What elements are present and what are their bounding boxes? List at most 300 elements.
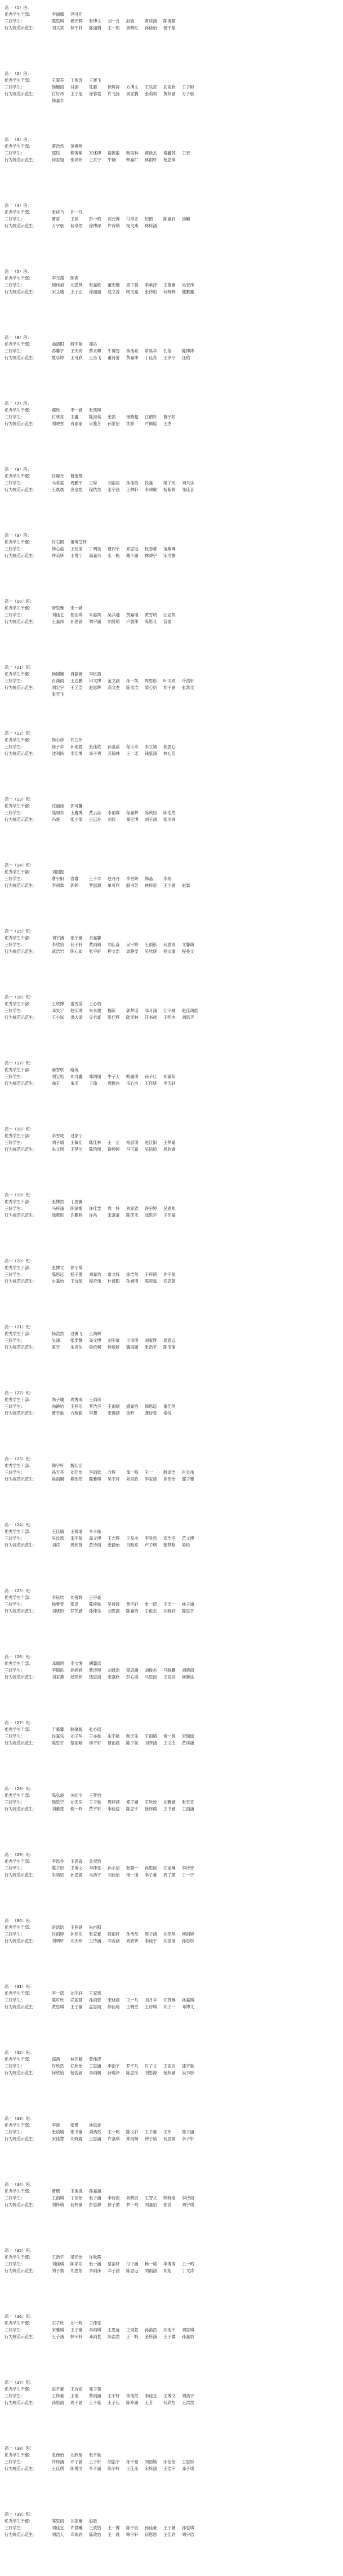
student-name: 韩慕智 [70,1727,83,1732]
student-name: 钱思雨 [89,1674,101,1680]
student-name: 秦鑫苏 [163,151,176,156]
student-name: 张语嫣 [52,2129,64,2135]
student-name: 周子晨 [126,282,139,288]
class-section [5,1652,338,1718]
student-name: 周子墨 [163,1872,176,1877]
student-name: 钟子晗 [145,2136,157,2141]
student-name: 梁心怡 [145,685,157,690]
student-name: 龚诗雯 [145,1411,157,1416]
row-label: 优秀学生干部： [5,1199,33,1204]
student-name: 李忆晨 [89,671,101,677]
student-name: 马思雨 [145,1674,157,1680]
student-name: 李晨 [52,2123,60,2128]
student-name: 潘宇航 [182,2064,194,2069]
student-name: 王梓涵 [70,1925,83,1930]
row-label: 三好学生： [5,1536,25,1541]
cadre-row [5,275,338,282]
student-name: 王悦宁 [70,553,83,558]
student-name: 孙嘉蓝 [108,744,120,749]
class-title: 高一（15）班： [5,929,34,934]
student-name: 许宇婷 [145,1206,157,1211]
student-name: 陈海英 [89,414,101,419]
student-name: 王欣怡 [89,2525,101,2530]
student-name: 王尚琳 [89,1331,101,1336]
student-name: 陈嘉轩 [163,216,176,222]
student-name: 刘子涵 [145,817,157,822]
student-name: 邓博文 [182,2004,194,2009]
student-name: 沈婷 [126,421,135,426]
student-name: 陆紫彤 [52,1213,64,1218]
row-label: 优秀学生干部： [5,1727,33,1732]
student-name: 曹熙 [52,2189,60,2194]
three-good-row [5,1997,338,2004]
cadre-row [5,1397,338,1403]
student-name: 李立颖 [145,744,157,749]
student-name: 王浩宇 [163,2466,176,2471]
row-label: 优秀学生干部： [5,935,33,940]
three-good-row [5,2327,338,2334]
student-name: 李欣怡 [52,942,64,947]
student-name: 杨光辉 [70,19,83,24]
student-name: 王俊杰 [145,1609,157,1614]
student-name: 王浩宇 [52,2255,64,2260]
student-name: 刘浩然 [89,2129,101,2135]
student-name: 韩佳琦 [108,2004,120,2009]
student-name: 王雨彤 [145,942,157,947]
name-list [52,1865,333,1872]
behavior-row [5,553,338,559]
row-label: 优秀学生干部： [5,276,33,281]
three-good-row [5,84,338,91]
student-name: 王天亮 [70,348,83,354]
row-label: 行为规范示范生： [5,2136,37,2141]
name-list [52,1924,333,1931]
student-name: 吴欣妍 [145,949,157,954]
behavior-row [5,1410,338,1417]
name-list [52,1733,333,1740]
student-name: 许鹏程 [70,1213,83,1218]
name-list [52,341,333,348]
student-name: 王晨晨 [52,487,64,492]
student-name: 陈子辰 [52,1866,64,1871]
row-label: 行为规范示范生： [5,2202,37,2207]
student-name: 何思思 [145,2532,157,2537]
student-name: 胡馨瑶 [89,1661,101,1666]
student-name: 王赟飞 [89,78,101,83]
student-name: 赵语晗 [52,1925,64,1930]
behavior-row [5,289,338,295]
student-name: 李子薇 [89,1529,101,1534]
student-name: 宋艾瑜 [52,289,64,294]
cadre-row [5,1199,338,1205]
name-list [52,1872,333,1879]
student-name: 邓雨欣 [70,2532,83,2537]
name-list [52,2334,333,2340]
behavior-row [5,1938,338,1945]
class-title: 高一（18）班： [5,1126,34,1132]
behavior-row [5,421,338,427]
cadre-row [5,11,338,18]
cadre-row [5,2188,338,2195]
row-label: 优秀学生干部： [5,1991,33,1996]
student-name: 王子丰 [89,876,101,881]
name-list [52,150,333,157]
student-name: 王子轩 [89,2459,101,2464]
student-name: 金昕 [126,1411,135,1416]
name-list [52,691,333,698]
cadre-row [5,803,338,810]
student-name: 王思淼 [70,1859,83,1864]
row-label: 优秀学生干部： [5,803,33,808]
row-label: 优秀学生干部： [5,540,33,545]
student-name: 孙嘉怡 [182,2334,194,2339]
name-list [52,612,333,618]
student-name: 李浩然 [126,2393,139,2398]
student-name: 张莉莉 [145,91,157,96]
row-label: 三好学生： [5,19,25,24]
row-label: 行为规范示范生： [5,91,37,96]
student-name: 张家豪 [89,1932,101,1937]
student-name: 刘晓轩 [163,1609,176,1614]
student-name: 王子睿 [163,2334,176,2339]
three-good-row [5,1008,338,1014]
name-list [52,1990,333,1997]
student-name: 庞金煊 [70,487,83,492]
student-name: 王梦洁 [70,1147,83,1152]
student-name: 吴宇婷 [126,942,139,947]
student-name: 王佳欣 [163,2532,176,2537]
row-label: 行为规范示范生： [5,1674,37,1680]
student-name: 王雨辰 [163,2064,176,2069]
student-name: 关纪宇 [70,1793,83,1798]
cadre-row [5,2122,338,2129]
student-name: 张博文 [89,19,101,24]
name-list [52,1337,333,1344]
student-name: 杜晨阳 [108,1279,120,1284]
student-name: 陈思宇 [52,1740,64,1746]
student-name: 李诗奇 [182,1866,194,1871]
student-name: 李翊 [163,876,172,881]
student-name: 石子欣 [52,2321,64,2326]
student-name: 武浩岩 [52,949,64,954]
student-name: 范文涵 [108,678,120,683]
behavior-row [5,2004,338,2011]
behavior-row [5,91,338,98]
student-name: 陈欣怡 [89,2532,101,2537]
student-name: 陈思宇 [182,1609,194,1614]
student-name: 王瑞 [70,2393,79,2398]
cadre-row [5,1594,338,1601]
row-label: 行为规范示范生： [5,2070,37,2075]
student-name: 吴恩熙 [163,1206,176,1211]
student-name: 刘晓霖 [70,2136,83,2141]
student-name: 曹诗琪 [89,1668,101,1673]
student-name: 王浩然 [182,2400,194,2405]
student-name: 徐婷婷 [70,1668,83,1673]
name-list [52,1601,333,1608]
cadre-row [5,737,338,744]
student-name: 秦佳琪 [163,1404,176,1409]
student-name: 曹雷理 [70,474,83,479]
student-name: 付李正 [126,216,139,222]
three-good-row [5,1865,338,1872]
name-list [52,289,333,295]
three-good-row [5,2195,338,2202]
name-list [52,1146,333,1153]
row-label: 三好学生： [5,2195,25,2201]
student-name: 陆昊林 [126,1015,139,1020]
student-name: 刘宝松 [52,1074,64,1079]
name-list [52,2202,333,2208]
student-name: 何欣怡 [163,2400,176,2405]
row-label: 行为规范示范生： [5,1609,37,1614]
student-name: 刘佳艺 [52,612,64,617]
row-label: 三好学生： [5,942,25,947]
row-label: 优秀学生干部： [5,78,33,83]
student-name: 黄伟涛 [89,2057,101,2062]
student-name: 陆加东 [52,810,64,815]
name-list [52,1331,333,1337]
student-name: 代白伟 [70,737,83,743]
student-name: 程天卓 [126,744,139,749]
student-name: 王子豪 [70,2327,83,2332]
class-title: 高一（29）班： [5,1852,34,1857]
student-name: 常一晨 [163,1734,176,1739]
student-name: 朱奕辰 [52,1872,64,1877]
name-list [52,2136,333,2142]
student-name: 许佳雯 [89,1206,101,1211]
student-name: 林嘉琪 [182,1998,194,2003]
class-title: 高一（31）班： [5,1984,34,1989]
class-title: 高一（38）班： [5,2446,34,2451]
student-name: 范柳艳 [70,144,83,149]
student-name: 徐博深 [89,223,101,228]
three-good-row [5,1337,338,1344]
student-name: 严佩瑶 [145,421,157,426]
student-name: 王天一 [163,1602,176,1607]
row-label: 三好学生： [5,1404,25,1409]
student-name: 曹宇阳 [52,876,64,881]
row-label: 三好学生： [5,1800,25,1805]
class-title: 高一（23）班： [5,1456,34,1461]
student-name: 李雪成 [52,1133,64,1138]
student-name: 王心怡 [89,1001,101,1006]
row-label: 三好学生： [5,612,25,617]
student-name: 邓思朗 [163,1279,176,1284]
three-good-row [5,2525,338,2531]
cadre-row [5,473,338,480]
student-name: 文馨萌 [182,942,194,947]
three-good-row [5,2063,338,2070]
student-name: 陈梓航 [89,1602,101,1607]
student-name: 张嘉欣 [89,282,101,288]
student-name: 刘家欣 [126,1206,139,1211]
row-label: 三好学生： [5,2525,25,2530]
student-name: 邓子琪 [182,2466,194,2471]
class-section [5,1521,338,1587]
student-name: 冯可佳 [70,12,83,17]
student-name: 杨若涵 [70,2070,83,2075]
student-name: 李一诺 [52,1991,64,1996]
student-name: 孙宇豪 [126,2459,139,2464]
student-name: 李家晨 [145,1477,157,1482]
name-list [52,11,333,18]
student-name: 沈利民 [52,751,64,756]
student-name: 黄雨晴 [89,942,101,947]
class-section [5,2378,338,2444]
class-section [5,1455,338,1521]
student-name: 王思远 [108,2327,120,2332]
student-name: 刘宇琪 [182,2202,194,2207]
student-name: 金双怡 [89,1859,101,1864]
student-name: 王嘉伟 [52,619,64,624]
student-name: 黄诗雨 [89,1543,101,1548]
student-name: 冯楚 [52,817,60,822]
student-name: 曹骄 [52,216,60,222]
student-name: 张子涵 [89,2195,101,2201]
student-name: 郝智联 [52,1067,64,1072]
three-good-row [5,1205,338,1212]
student-name: 林梓涵 [145,223,157,228]
class-title: 高一（26）班： [5,1654,34,1659]
student-name: 孙婉清 [126,1279,139,1284]
student-name: 蔡浩然 [52,144,64,149]
student-name: 刘语嫣 [145,2459,157,2464]
student-name: 林思睿 [89,2123,101,2128]
class-title: 高一（33）班： [5,2116,34,2121]
student-name: 陈怡琪 [89,1147,101,1152]
student-name: 丁一宁 [182,1872,194,1877]
student-name: 陈宇轩 [108,2466,120,2471]
student-name: 刘宇浩 [182,2532,194,2537]
three-good-row [5,1601,338,1608]
three-good-row [5,744,338,750]
student-name: 刘浩岩 [108,480,120,485]
row-label: 行为规范示范生： [5,685,37,690]
class-section [5,399,338,465]
student-name: 林浩泉 [126,348,139,354]
class-section [5,1389,338,1455]
student-name: 王诗涵 [89,1938,101,1943]
student-name: 王翠芬 [52,78,64,83]
student-name: 王雨琪 [52,2195,64,2201]
row-label: 行为规范示范生： [5,487,37,492]
student-name: 宋一涵 [70,606,83,611]
student-name: 韩宇轩 [70,2334,83,2339]
student-name: 王明杰 [163,1015,176,1020]
student-name: 李佳雯 [89,1866,101,1871]
student-name: 王宇豪 [89,1595,101,1600]
student-name: 梁思涵 [126,1668,139,1673]
student-name: 陈弘毅 [52,1793,64,1798]
student-name: 王亦航 [89,1734,101,1739]
student-name: 于慕馨 [52,1727,64,1732]
row-label: 优秀学生干部： [5,2189,33,2194]
row-label: 三好学生： [5,216,25,222]
class-section [5,1191,338,1257]
student-name: 许子文 [145,2064,157,2069]
student-name: 李元超 [52,276,64,281]
name-list [52,2004,333,2011]
name-list [52,546,333,553]
student-name: 王宏 [182,151,190,156]
student-name: 刘梦涵 [145,1740,157,1746]
name-list [52,1080,333,1087]
student-name: 张静怡 [108,1543,120,1548]
student-name: 何梓豪 [70,2202,83,2207]
student-name: 王博文 [163,2393,176,2398]
cadre-row [5,2056,338,2063]
name-list [52,2261,333,2268]
student-name: 蔡浩轩 [108,2261,120,2266]
row-label: 行为规范示范生： [5,2334,37,2339]
student-name: 张小倩 [70,817,83,822]
class-title: 高一（28）班： [5,1786,34,1791]
student-name: 张凯文 [182,685,194,690]
student-name: 吴晨晨 [108,1602,120,1607]
row-label: 优秀学生干部： [5,1133,33,1138]
student-name: 刘子晴 [52,1140,64,1145]
student-name: 高文博 [89,1338,101,1343]
name-list [52,1667,333,1674]
behavior-row [5,948,338,955]
student-name: 孙一凯 [126,678,139,683]
student-name: 张一帆 [108,553,120,558]
behavior-row [5,2070,338,2076]
student-name: 管雷 [163,619,172,624]
name-list [52,869,333,876]
name-list [52,671,333,678]
student-name: 刘思贤 [70,282,83,288]
student-name: 何晓峰 [163,289,176,294]
student-name: 王博文 [70,1866,83,1871]
student-name: 蔡雨晴 [70,1740,83,1746]
student-name: 周晓红 [126,25,139,30]
student-name: 周振伟 [108,1081,120,1086]
student-name: 韩小彦 [52,737,64,743]
behavior-row [5,2136,338,2142]
student-name: 王远舟 [89,817,101,822]
row-label: 三好学生： [5,546,25,551]
student-name: 丁明昊 [89,546,101,551]
student-name: 付好昂 [52,91,64,96]
student-name: 方刚毅 [70,1411,83,1416]
class-section [5,465,338,531]
student-name: 薛瑞泽 [108,2070,120,2075]
student-name: 赵敏 [126,19,135,24]
student-name: 江鹤轩 [145,414,157,419]
row-label: 行为规范示范生： [5,1938,37,1943]
student-name: 王雨晴 [145,1734,157,1739]
student-name: 杨梓涵 [163,2070,176,2075]
behavior-row [5,1212,338,1219]
student-name: 汪佑 [182,355,190,360]
student-name: 韩颖雨 [52,85,64,90]
row-label: 优秀学生干部： [5,606,33,611]
student-name: 宋嘉豪 [108,1213,120,1218]
student-name: 李雨桐 [89,2070,101,2075]
student-name: 刘雪辉 [70,1595,83,1600]
row-label: 优秀学生干部： [5,1793,33,1798]
student-name: 许秋霞 [89,2255,101,2260]
student-name: 曹雨晨 [108,1740,120,1746]
student-name: 王佳乐 [126,2466,139,2471]
student-name: 张宇豪 [70,935,83,940]
row-label: 三好学生： [5,1668,25,1673]
student-name: 王瑜 [89,1081,97,1086]
name-list [52,223,333,229]
three-good-row [5,1799,338,1806]
